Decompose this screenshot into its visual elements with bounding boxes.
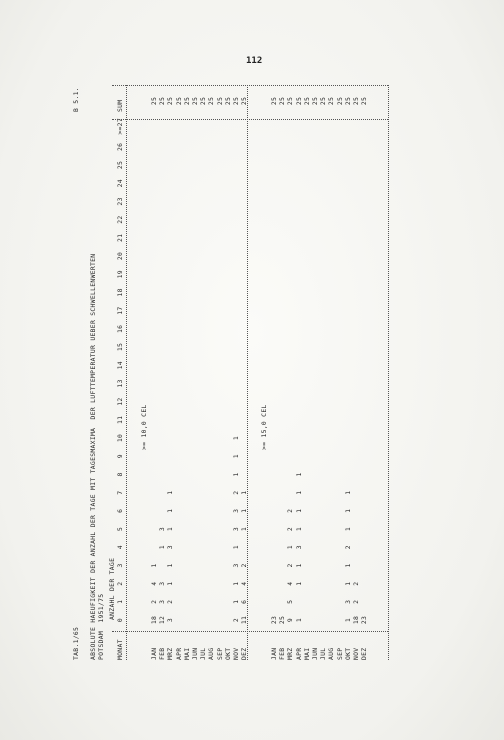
table-cell: 25	[278, 615, 287, 625]
table-cell: 1	[294, 526, 303, 532]
row-sum: 25	[286, 96, 295, 106]
month-label: APR	[294, 647, 303, 660]
month-label: JAN	[270, 647, 278, 660]
table-cell: 1	[166, 563, 175, 568]
table-cell: 2	[352, 581, 360, 586]
row-sum: 25	[270, 96, 278, 106]
day-count-header-3: 3	[116, 563, 124, 568]
month-label: SEP	[335, 647, 344, 660]
table-cell: 3	[232, 526, 240, 532]
month-label: FEB	[278, 647, 287, 660]
station-period: POTSDAM 1951/75	[97, 593, 105, 660]
table-cell: 1	[286, 545, 295, 550]
month-label: MRZ	[286, 647, 295, 660]
table-cell: 2	[150, 599, 158, 604]
table-cell: 3	[166, 617, 175, 623]
month-label: OKT	[223, 647, 232, 660]
header-rule	[126, 85, 127, 660]
table-cell: 2	[240, 563, 249, 568]
row-sum: 25	[199, 96, 208, 106]
day-count-header-17: 17	[116, 306, 124, 315]
day-count-header-13: 13	[116, 379, 124, 388]
table-cell: 1	[150, 563, 158, 568]
month-label: NOV	[352, 647, 360, 660]
row-sum: 25	[191, 96, 199, 106]
table-cell: 3	[343, 599, 352, 604]
table-cell: 1	[240, 508, 249, 513]
row-sum: 25	[302, 96, 311, 106]
day-count-header-12: 12	[116, 397, 124, 406]
threshold-label-1: >= 10,0 CEL	[140, 404, 148, 450]
table-cell: 1	[294, 563, 303, 568]
month-label: FEB	[158, 647, 167, 660]
row-sum: 25	[215, 96, 224, 106]
threshold-label-2: >= 15,0 CEL	[260, 404, 268, 450]
table-cell: 1	[232, 581, 240, 586]
table-cell: 1	[343, 508, 352, 513]
table-cell: 1	[166, 490, 175, 495]
day-count-header-5: 5	[116, 526, 124, 532]
day-count-header-8: 8	[116, 472, 124, 477]
table-cell: 1	[294, 490, 303, 495]
table-cell: 4	[240, 581, 249, 586]
row-sum: 25	[240, 96, 249, 106]
month-label: AUG	[327, 647, 336, 660]
table-cell: 18	[150, 615, 158, 625]
table-cell: 3	[232, 508, 240, 513]
table-cell: 2	[286, 508, 295, 513]
table-cell: 2	[352, 599, 360, 604]
table-cell: 1	[343, 490, 352, 495]
month-column-header: MONAT	[116, 639, 124, 660]
sum-column-header: SUM	[116, 99, 124, 112]
table-cell: 4	[150, 581, 158, 586]
row-sum: 25	[207, 96, 216, 106]
table-cell: 11	[240, 615, 249, 625]
table-cell: 3	[232, 563, 240, 568]
row-sum: 25	[223, 96, 232, 106]
day-count-header-15: 15	[116, 342, 124, 352]
table-cell: 2	[286, 526, 295, 532]
month-label: AUG	[207, 647, 216, 660]
month-label: JUL	[319, 647, 328, 660]
table-cell: 1	[232, 454, 240, 459]
day-count-header-2: 2	[116, 581, 124, 586]
table-cell: 1	[232, 599, 240, 604]
table-id: TAB.1/65	[72, 626, 80, 660]
table-cell: 18	[352, 615, 360, 625]
row-sum: 25	[335, 96, 344, 106]
row-sum: 25	[182, 96, 191, 106]
month-label: MAI	[302, 647, 311, 660]
day-count-header-1: 1	[116, 599, 124, 604]
month-label: DEZ	[360, 647, 369, 660]
table-cell: 3	[166, 545, 175, 550]
table-cell: 3	[294, 545, 303, 550]
row-sum: 25	[158, 96, 167, 106]
table-cell: 3	[158, 599, 167, 604]
row-sum: 25	[278, 96, 287, 106]
row-sum: 25	[327, 96, 336, 106]
day-count-header-4: 4	[116, 545, 124, 550]
table-cell: 1	[343, 526, 352, 532]
table-cell: 5	[286, 599, 295, 604]
day-count-header-25: 25	[116, 160, 124, 170]
row-sum: 25	[232, 96, 240, 106]
month-label: JUN	[311, 647, 319, 660]
table-cell: 2	[232, 490, 240, 495]
day-count-header-26: 26	[116, 142, 124, 151]
bottom-rule	[388, 85, 389, 660]
right-border	[112, 85, 388, 86]
day-count-header-23: 23	[116, 197, 124, 206]
table-cell: 23	[360, 615, 369, 625]
day-count-header-21: 21	[116, 233, 124, 242]
table-cell: 1	[240, 490, 249, 495]
table-cell: 1	[166, 508, 175, 513]
table-cell: 1	[294, 617, 303, 623]
month-label: OKT	[343, 647, 352, 660]
table-cell: 1	[158, 545, 167, 550]
day-count-header-22: 22	[116, 215, 124, 224]
day-count-header-18: 18	[116, 288, 124, 297]
month-label: MRZ	[166, 647, 175, 660]
day-count-header-10: 10	[116, 433, 124, 443]
table-cell: 1	[294, 581, 303, 586]
table-cell: 2	[232, 617, 240, 623]
table-cell: 1	[166, 581, 175, 586]
month-label: NOV	[232, 647, 240, 660]
month-label: MAI	[182, 647, 191, 660]
row-sum: 25	[360, 96, 369, 106]
day-count-header-7: 7	[116, 490, 124, 495]
day-count-header-24: 24	[116, 179, 124, 188]
row-sum: 25	[294, 96, 303, 106]
row-sum: 25	[352, 96, 360, 106]
day-count-header-27: >=27	[116, 118, 124, 135]
table-cell: 1	[294, 508, 303, 513]
row-sum: 25	[343, 96, 352, 106]
month-label: JUN	[191, 647, 199, 660]
page-number: 112	[246, 56, 263, 66]
table-cell: 1	[232, 472, 240, 477]
day-count-header-14: 14	[116, 361, 124, 370]
table-cell: 3	[158, 581, 167, 586]
table-cell: 1	[343, 617, 352, 623]
table-cell: 1	[232, 435, 240, 441]
day-count-header-0: 0	[116, 617, 124, 623]
day-count-header-6: 6	[116, 508, 124, 513]
table-cell: 12	[158, 615, 167, 625]
row-sum: 25	[150, 96, 158, 106]
table-cell: 23	[270, 615, 278, 625]
table-title: ABSOLUTE HAEUFIGKEIT DER ANZAHL DER TAGE MIT TAGESMAXIMA DER LUFTTEMPERATUR UEBER SCHWELLENWERTEN	[89, 253, 97, 660]
row-sum: 25	[174, 96, 183, 106]
month-label: SEP	[215, 647, 224, 660]
day-count-header-16: 16	[116, 324, 124, 333]
table-cell: 1	[343, 581, 352, 586]
month-label: APR	[174, 647, 183, 660]
table-cell: 2	[286, 563, 295, 568]
rotated-table-printout	[72, 70, 402, 660]
table-cell: 2	[343, 545, 352, 550]
day-count-header-19: 19	[116, 270, 124, 279]
section-divider	[247, 85, 248, 660]
month-label: JAN	[150, 647, 158, 660]
row-sum: 25	[311, 96, 319, 106]
table-cell: 4	[286, 581, 295, 586]
sum-divider	[112, 119, 388, 120]
table-cell: 2	[166, 599, 175, 604]
month-label: JUL	[199, 647, 208, 660]
anzahl-label: ANZAHL DER TAGE	[108, 557, 116, 620]
table-cell: 1	[232, 545, 240, 550]
table-cell: 3	[158, 526, 167, 532]
table-cell: 6	[240, 599, 249, 604]
sheet-code: B 5.1.	[72, 87, 80, 112]
table-cell: 1	[343, 563, 352, 568]
table-cell: 1	[240, 526, 249, 532]
table-cell: 1	[166, 526, 175, 532]
month-label: DEZ	[240, 647, 249, 660]
table-cell: 1	[294, 472, 303, 477]
day-count-header-20: 20	[116, 251, 124, 261]
day-count-header-11: 11	[116, 415, 124, 424]
row-sum: 25	[166, 96, 175, 106]
row-sum: 25	[319, 96, 328, 106]
day-count-header-9: 9	[116, 454, 124, 459]
table-cell: 9	[286, 617, 295, 623]
